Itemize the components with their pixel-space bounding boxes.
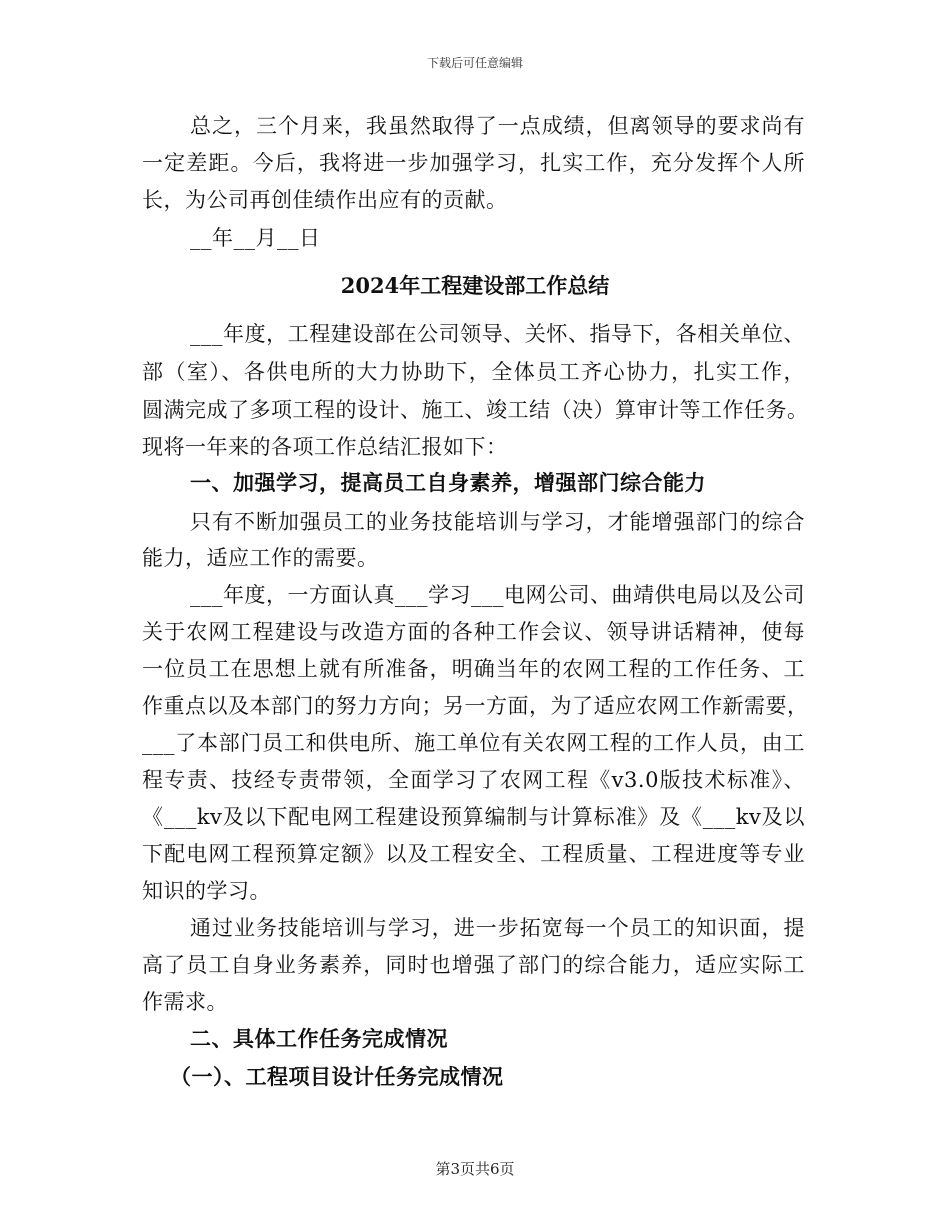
para-line: 作需求。 [142, 990, 228, 1014]
para-line: ___年度，一方面认真___学习___电网公司、曲靖供电局以及公司 [190, 583, 805, 607]
para-line: 作重点以及本部门的努力方向；另一方面，为了适应农网工作新需要， [142, 694, 809, 718]
page-header: 下载后可任意编辑 [426, 56, 523, 70]
para-line: 能力，适应工作的需要。 [142, 546, 379, 570]
intro-line: 长，为公司再创佳绩作出应有的贡献。 [142, 188, 508, 212]
para-line: 知识的学习。 [142, 879, 271, 903]
para-line: 一位员工在思想上就有所准备，明确当年的农网工程的工作任务、工 [142, 657, 805, 681]
para-line: 程专责、技经专责带领，全面学习了农网工程《v3.0版技术标准》、 [142, 768, 805, 792]
para-line: 现将一年来的各项工作总结汇报如下： [142, 435, 508, 459]
para-line: 只有不断加强员工的业务技能培训与学习，才能增强部门的综合 [190, 510, 805, 534]
document-title: 2024年工程建设部工作总结 [340, 273, 610, 298]
para-line: 关于农网工程建设与改造方面的各种工作会议、领导讲话精神，使每 [142, 620, 805, 644]
intro-line: 总之，三个月来，我虽然取得了一点成绩，但离领导的要求尚有 [190, 114, 805, 138]
subsection-heading: （一）、工程项目设计任务完成情况 [170, 1064, 504, 1089]
para-line: 《___kv及以下配电网工程建设预算编制与计算标准》及《___kv及以 [142, 805, 805, 829]
intro-line: 一定差距。今后，我将进一步加强学习，扎实工作，充分发挥个人所 [142, 151, 805, 175]
para-line: ___年度，工程建设部在公司领导、关怀、指导下，各相关单位、 [190, 322, 805, 346]
page-footer: 第3页共6页 [435, 1160, 515, 1178]
para-line: ___了本部门员工和供电所、施工单位有关农网工程的工作人员，由工 [142, 731, 805, 755]
para-line: 通过业务技能培训与学习，进一步拓宽每一个员工的知识面，提 [190, 916, 805, 940]
section-heading-2: 二、具体工作任务完成情况 [190, 1026, 448, 1051]
para-line: 圆满完成了多项工程的设计、施工、竣工结（决）算审计等工作任务。 [142, 398, 809, 422]
para-line: 高了员工自身业务素养，同时也增强了部门的综合能力，适应实际工 [142, 953, 805, 977]
section-heading-1: 一、加强学习，提高员工自身素养，增强部门综合能力 [190, 470, 706, 495]
para-line: 部（室）、各供电所的大力协助下，全体员工齐心协力，扎实工作， [142, 360, 805, 384]
para-line: 下配电网工程预算定额》以及工程安全、工程质量、工程进度等专业 [142, 842, 805, 866]
date-line: __年__月__日 [190, 226, 321, 250]
